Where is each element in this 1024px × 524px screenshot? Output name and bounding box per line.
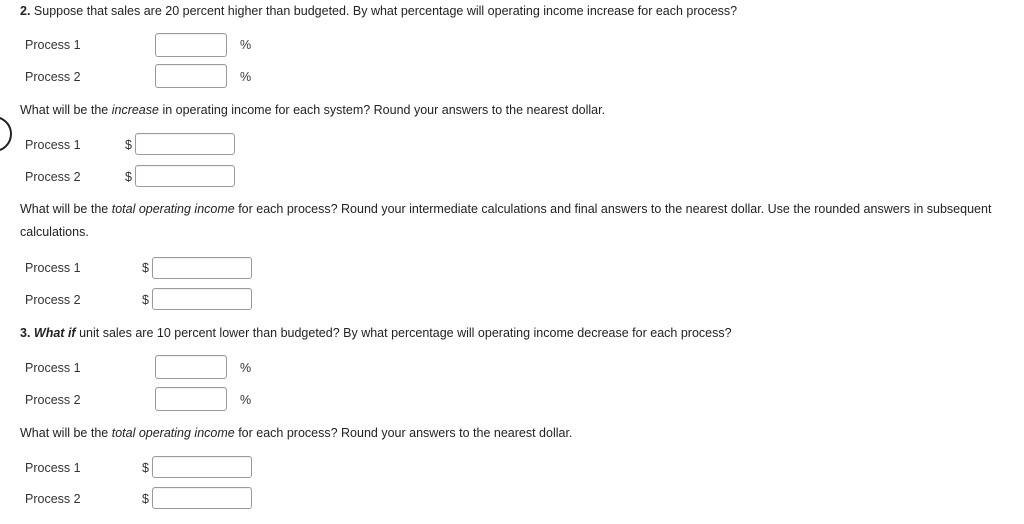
question-3-number: 3. xyxy=(20,326,31,340)
q3-total-process-1-input[interactable] xyxy=(152,456,252,478)
q2-total-process-2-input[interactable] xyxy=(152,288,252,310)
q3-total-process-2-label: Process 2 xyxy=(25,492,81,506)
q2-pct-process-2-label: Process 2 xyxy=(25,70,81,84)
dollar-unit: $ xyxy=(142,461,149,475)
q3-total-question xyxy=(20,426,572,440)
q2-total-process-2-label: Process 2 xyxy=(25,293,81,307)
radio-marker[interactable] xyxy=(0,116,12,152)
question-2-heading xyxy=(20,4,737,18)
question-2-text: Suppose that sales are 20 percent higher than budgeted. By what percentage will operating income increase for each process? xyxy=(30,4,738,18)
q2-increase-em: increase xyxy=(111,103,159,117)
dollar-unit: $ xyxy=(142,261,149,275)
q2-pct-process-2-input[interactable] xyxy=(155,64,227,88)
q3-pct-process-1-input[interactable] xyxy=(155,355,227,379)
q2-increase-process-1-input[interactable] xyxy=(135,133,235,155)
q2-total-post: for each process? Round your intermediate calculations and final answers to the nearest dollar. Use the rounded answers in subsequent calculations. xyxy=(20,202,992,239)
q3-total-post: for each process? Round your answers to the nearest dollar. xyxy=(234,426,573,440)
question-2-number: 2. xyxy=(20,4,31,18)
q2-pct-process-1-input[interactable] xyxy=(155,33,227,57)
dollar-unit: $ xyxy=(142,293,149,307)
q2-total-question xyxy=(20,198,1010,244)
q3-total-process-2-input[interactable] xyxy=(152,487,252,509)
q2-increase-process-2-input[interactable] xyxy=(135,165,235,187)
q2-increase-post: in operating income for each system? Round your answers to the nearest dollar. xyxy=(158,103,606,117)
q3-pct-process-2-label: Process 2 xyxy=(25,393,81,407)
q2-increase-question xyxy=(20,103,605,117)
percent-unit: % xyxy=(240,38,252,52)
q2-increase-process-2-label: Process 2 xyxy=(25,170,81,184)
percent-unit: % xyxy=(240,70,252,84)
question-3-heading xyxy=(20,326,732,340)
q2-pct-process-1-label: Process 1 xyxy=(25,38,81,52)
dollar-unit: $ xyxy=(142,492,149,506)
question-3-text: unit sales are 10 percent lower than budgeted? By what percentage will operating income decrease for each process? xyxy=(75,326,732,340)
percent-unit: % xyxy=(240,361,252,375)
q2-total-process-1-input[interactable] xyxy=(152,257,252,279)
q3-total-em: total operating income xyxy=(111,426,235,440)
question-3-lead: What if xyxy=(33,326,76,340)
dollar-unit: $ xyxy=(125,138,132,152)
dollar-unit: $ xyxy=(125,170,132,184)
q3-pct-process-2-input[interactable] xyxy=(155,387,227,411)
q3-total-pre: What will be the xyxy=(20,426,112,440)
q2-increase-process-1-label: Process 1 xyxy=(25,138,81,152)
q3-total-process-1-label: Process 1 xyxy=(25,461,81,475)
percent-unit: % xyxy=(240,393,252,407)
q2-increase-pre: What will be the xyxy=(20,103,112,117)
q2-total-pre: What will be the xyxy=(20,202,112,216)
q2-total-em: total operating income xyxy=(111,202,235,216)
q2-total-process-1-label: Process 1 xyxy=(25,261,81,275)
q3-pct-process-1-label: Process 1 xyxy=(25,361,81,375)
